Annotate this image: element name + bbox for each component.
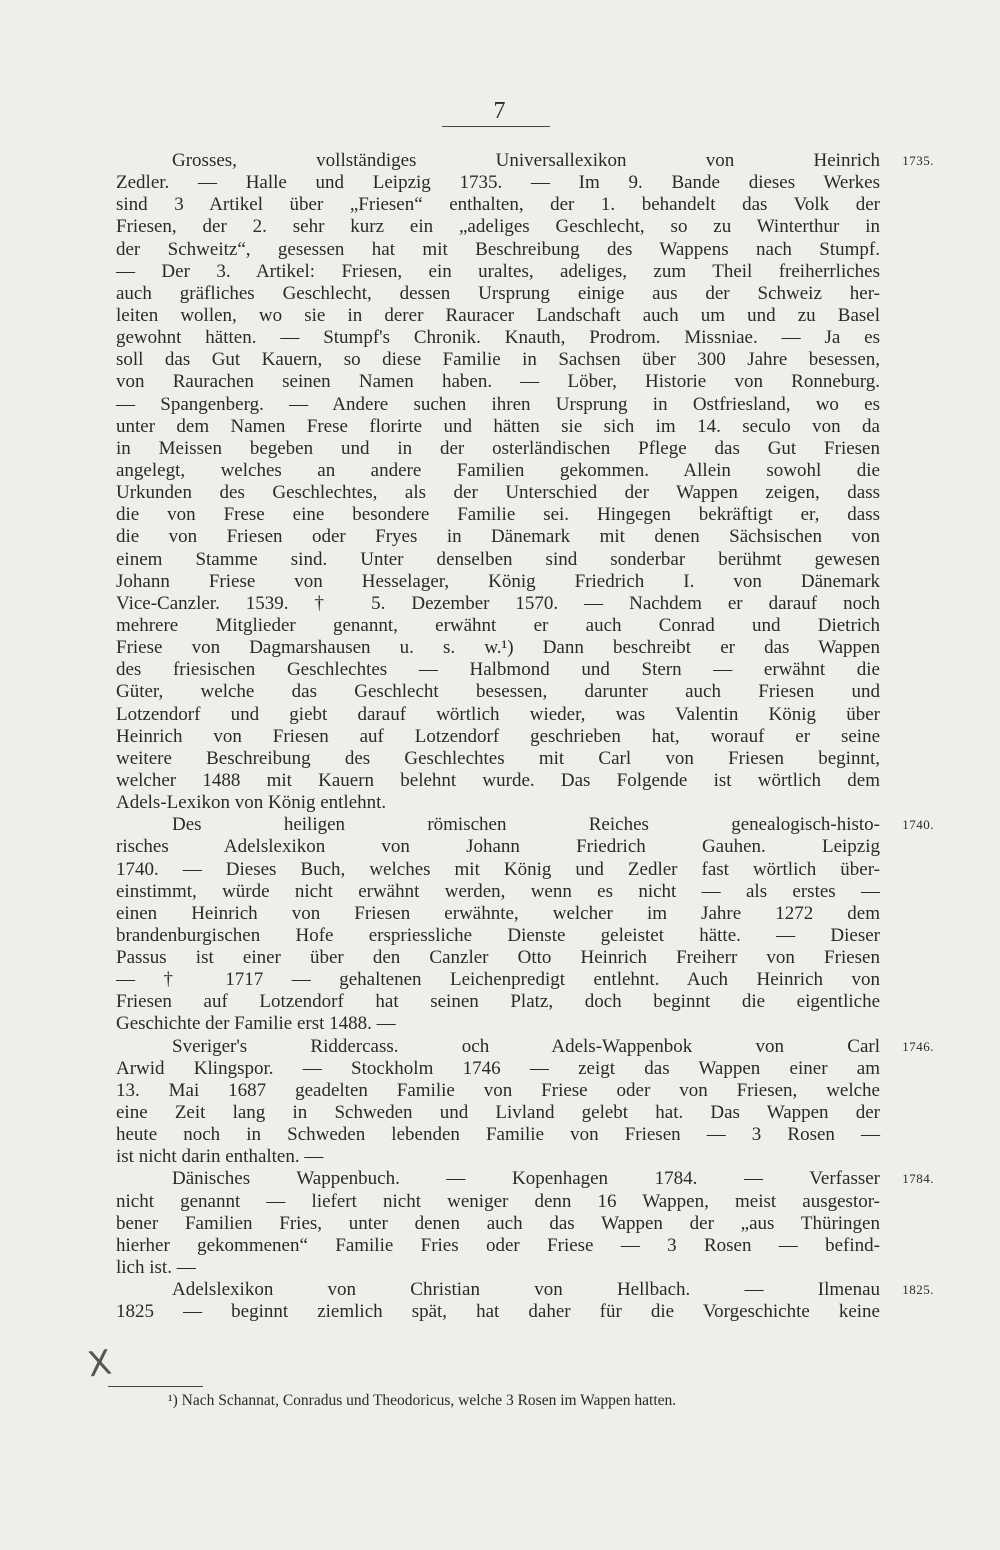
text-line — [116, 969, 880, 991]
text-line — [116, 1035, 934, 1058]
text-line-content: 13. Mai 1687 geadelten Familie von Friese oder von Friesen, welche — [116, 1079, 880, 1101]
text-line — [116, 859, 880, 881]
footnote-rule — [108, 1386, 203, 1387]
text-line — [116, 1213, 880, 1235]
text-line — [116, 305, 880, 327]
text-line — [116, 593, 880, 615]
text-line-content: sind 3 Artikel über „Friesen“ enthalten, der 1. behandelt das Volk der — [116, 194, 880, 216]
text-line-content: soll das Gut Kauern, so diese Familie in Sachsen über 300 Jahre besessen, — [116, 349, 880, 371]
text-line-content: ist nicht darin enthalten. — — [116, 1146, 324, 1168]
text-line — [116, 1146, 880, 1168]
text-line-content: Grosses, vollständiges Universallexikon von Heinrich — [172, 150, 880, 171]
text-line-content: Des heiligen römischen Reiches genealogisch-histo- — [172, 814, 880, 836]
text-line-content: Johann Friese von Hesselager, König Friedrich I. von Dänemark — [116, 570, 880, 592]
text-line — [116, 704, 880, 726]
text-line-content: eine Zeit lang in Schweden und Livland gelebt hat. Das Wappen der — [116, 1102, 880, 1124]
text-line — [116, 549, 880, 571]
text-line-content: Vice-Canzler. 1539. † 5. Dezember 1570. — Nachdem er darauf noch — [116, 592, 880, 614]
text-line-content: Lotzendorf und giebt darauf wörtlich wieder, was Valentin König über — [116, 703, 880, 725]
text-line-content: 1825 — beginnt ziemlich spät, hat daher für die Vorgeschichte keine — [116, 1301, 880, 1323]
text-line-content: — † 1717 — gehaltenen Leichenpredigt entlehnt. Auch Heinrich von — [116, 969, 880, 991]
text-line — [116, 726, 880, 748]
text-line-content: unter dem Namen Frese florirte und hätten sie sich im 14. seculo von da — [116, 415, 880, 437]
text-line-content: Friesen, der 2. sehr kurz ein „adeliges Geschlecht, so zu Winterthur in — [116, 216, 880, 238]
text-line — [116, 1257, 880, 1279]
text-line — [116, 1058, 880, 1080]
margin-year: 1746. — [902, 1038, 934, 1054]
text-line — [116, 1191, 880, 1213]
main-text — [116, 150, 934, 1323]
margin-year: 1825. — [902, 1282, 934, 1298]
text-line-content: Arwid Klingspor. — Stockholm 1746 — zeigt das Wappen einer am — [116, 1057, 880, 1079]
text-line — [116, 792, 880, 814]
text-line — [116, 416, 880, 438]
text-line — [116, 349, 880, 371]
text-line-content: welcher 1488 mit Kauern belehnt wurde. Das Folgende ist wörtlich dem — [116, 769, 880, 791]
text-line — [116, 748, 880, 770]
text-line — [116, 438, 880, 460]
text-line-content: — Der 3. Artikel: Friesen, ein uraltes, adeliges, zum Theil freiherrliches — [116, 260, 880, 282]
text-line-content: in Meissen begeben und in der osterländischen Pflege das Gut Friesen — [116, 437, 880, 459]
text-line — [116, 1102, 880, 1124]
text-line — [116, 283, 880, 305]
text-line-content: lich ist. — — [116, 1257, 196, 1279]
text-line-content: Dänisches Wappenbuch. — Kopenhagen 1784. — Verfasser — [172, 1168, 880, 1190]
text-line — [116, 394, 880, 416]
text-line-content: nicht genannt — liefert nicht weniger denn 16 Wappen, meist ausgestor- — [116, 1190, 880, 1212]
text-line-content: Güter, welche das Geschlecht besessen, darunter auch Friesen und — [116, 681, 880, 703]
text-line — [116, 1168, 934, 1190]
text-line — [116, 460, 880, 482]
text-line-content: heute noch in Schweden lebenden Familie von Friesen — 3 Rosen — — [116, 1124, 880, 1146]
text-line-content: weitere Beschreibung des Geschlechtes mit Carl von Friesen beginnt, — [116, 747, 880, 769]
margin-year: 1735. — [902, 153, 934, 168]
text-line-content: Zedler. — Halle und Leipzig 1735. — Im 9. Bande dieses Werkes — [116, 172, 880, 194]
text-line-content: Friese von Dagmarshausen u. s. w.¹) Dann beschreibt er das Wappen — [116, 637, 880, 659]
text-line-content: von Raurachen seinen Namen haben. — Löber, Historie von Ronneburg. — [116, 371, 880, 393]
text-line-content: Adels-Lexikon von König entlehnt. — [116, 792, 387, 814]
text-line — [116, 637, 880, 659]
text-line-content: — Spangenberg. — Andere suchen ihren Ursprung in Ostfriesland, wo es — [116, 393, 880, 415]
text-line — [116, 836, 880, 858]
text-line-content: einen Heinrich von Friesen erwähnte, welcher im Jahre 1272 dem — [116, 902, 880, 924]
text-line — [116, 1235, 880, 1257]
text-line — [116, 571, 880, 593]
text-line-content: angelegt, welches an andere Familien gekommen. Allein sowohl die — [116, 459, 880, 481]
page-number: 7 — [493, 98, 507, 124]
text-line-content: mehrere Mitglieder genannt, erwähnt er auch Conrad und Dietrich — [116, 614, 880, 636]
text-line-content: einem Stamme sind. Unter denselben sind sonderbar berühmt gewesen — [116, 548, 880, 570]
text-line-content: des friesischen Geschlechtes — Halbmond und Stern — erwähnt die — [116, 659, 880, 681]
text-line — [116, 239, 880, 261]
text-line-content: hierher gekommenen“ Familie Fries oder Friese — 3 Rosen — befind- — [116, 1234, 880, 1256]
text-line-content: auch gräfliches Geschlecht, dessen Ursprung einige aus der Schweiz her- — [116, 282, 880, 304]
text-line-content: Passus ist einer über den Canzler Otto Heinrich Freiherr von Friesen — [116, 947, 880, 969]
footnote: ¹) Nach Schannat, Conradus und Theodoricus, welche 3 Rosen im Wappen hatten. — [168, 1392, 677, 1409]
text-line — [116, 615, 880, 637]
text-line — [116, 659, 880, 681]
text-line-content: Adelslexikon von Christian von Hellbach. — Ilmenau — [172, 1279, 880, 1301]
text-line-content: bener Familien Fries, unter denen auch das Wappen der „aus Thüringen — [116, 1212, 880, 1234]
text-line — [116, 681, 880, 703]
text-line-content: gewohnt hätten. — Stumpf's Chronik. Knauth, Prodrom. Missniae. — Ja es — [116, 327, 880, 349]
text-line — [116, 194, 880, 216]
text-line-content: 1740. — Dieses Buch, welches mit König und Zedler fast wörtlich über- — [116, 858, 880, 880]
text-line — [116, 1301, 880, 1323]
text-line-content: einstimmt, würde nicht erwähnt werden, wenn es nicht — als erstes — — [116, 880, 880, 902]
margin-year: 1740. — [902, 817, 934, 833]
text-line-content: Friesen auf Lotzendorf hat seinen Platz, doch beginnt die eigentliche — [116, 991, 880, 1013]
text-line — [116, 1279, 934, 1301]
text-line — [116, 504, 880, 526]
page-number-rule — [442, 126, 550, 127]
text-line-content: die von Frese eine besondere Familie sei. Hingegen bekräftigt er, dass — [116, 504, 880, 526]
text-line-content: brandenburgischen Hofe erspriessliche Dienste geleistet hätte. — Dieser — [116, 924, 880, 946]
margin-mark: X — [85, 1342, 114, 1386]
text-line — [116, 881, 880, 903]
text-line — [116, 814, 934, 836]
text-line — [116, 1080, 880, 1102]
text-line-content: Urkunden des Geschlechtes, als der Unterschied der Wappen zeigen, dass — [116, 482, 880, 504]
text-line — [116, 150, 934, 172]
text-line-content: Geschichte der Familie erst 1488. — — [116, 1013, 396, 1035]
text-line — [116, 172, 880, 194]
text-line — [116, 925, 880, 947]
text-line — [116, 526, 880, 548]
text-line-content: Sveriger's Riddercass. och Adels-Wappenbok von Carl — [172, 1035, 880, 1057]
text-line-content: die von Friesen oder Fryes in Dänemark mit denen Sächsischen von — [116, 526, 880, 548]
text-line — [116, 1124, 880, 1146]
text-line-content: risches Adelslexikon von Johann Friedrich Gauhen. Leipzig — [116, 836, 880, 858]
text-line — [116, 371, 880, 393]
text-line — [116, 1013, 880, 1035]
text-line-content: Heinrich von Friesen auf Lotzendorf geschrieben hat, worauf er seine — [116, 725, 880, 747]
margin-year: 1784. — [902, 1171, 934, 1187]
text-line — [116, 947, 880, 969]
text-line — [116, 327, 880, 349]
text-line-content: der Schweitz“, gesessen hat mit Beschreibung des Wappens nach Stumpf. — [116, 238, 880, 260]
text-line — [116, 770, 880, 792]
text-line — [116, 261, 880, 283]
text-line-content: leiten wollen, wo sie in derer Rauracer Landschaft auch um und zu Basel — [116, 304, 880, 326]
text-line — [116, 216, 880, 238]
text-line — [116, 903, 880, 925]
text-line — [116, 482, 880, 504]
text-line — [116, 991, 880, 1013]
